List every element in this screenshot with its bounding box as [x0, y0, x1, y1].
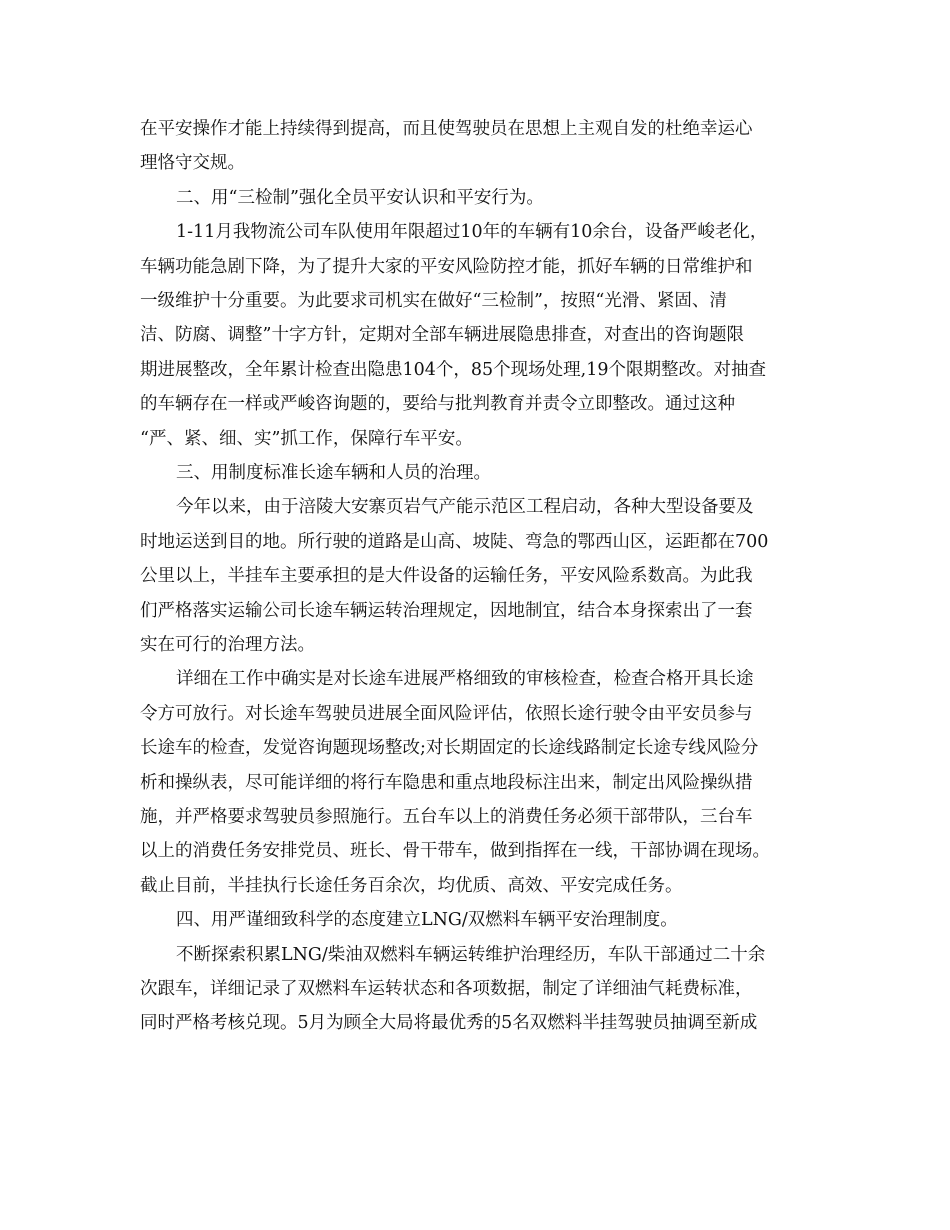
text-line: 截止目前，半挂执行长途任务百余次，均优质、高效、平安完成任务。 — [140, 875, 683, 896]
text-line: 今年以来，由于涪陵大安寨页岩气产能示范区工程启动，各种大型设备要及 — [176, 497, 754, 518]
text-line: 以上的消费任务安排党员、班长、骨干带车，做到指挥在一线，干部协调在现场。 — [140, 841, 770, 862]
paragraph — [140, 662, 812, 903]
text-line: 理恪守交规。 — [140, 153, 245, 174]
text-line: 详细在工作中确实是对长途车进展严格细致的审核检查，检查合格开具长途 — [176, 669, 754, 690]
text-line: 在平安操作才能上持续得到提高，而且使驾驶员在思想上主观自发的杜绝幸运心 — [140, 119, 753, 139]
text-line: 的车辆存在一样或严峻咨询题的，要给与批判教育并责令立即整改。通过这种 — [140, 394, 735, 415]
text-line: “严、紧、细、实”抓工作，保障行车平安。 — [140, 428, 473, 449]
text-line: 不断探索积累LNG/柴油双燃料车辆运转维护治理经历，车队干部通过二十余 — [176, 944, 766, 965]
text-line: 期进展整改，全年累计检查出隐患104个，85个现场处理,19个限期整改。对抽查 — [140, 359, 766, 380]
text-line: 同时严格考核兑现。5月为顾全大局将最优秀的5名双燃料半挂驾驶员抽调至新成 — [140, 1013, 758, 1034]
text-line: 洁、防腐、调整”十字方针，定期对全部车辆进展隐患排查，对查出的咨询题限 — [140, 325, 744, 346]
text-line: 析和操纵表，尽可能详细的将行车隐患和重点地段标注出来，制定出风险操纵措 — [140, 772, 753, 793]
paragraph — [140, 215, 812, 456]
paragraph — [140, 903, 812, 937]
text-line: 四、用严谨细致科学的态度建立LNG/双燃料车辆平安治理制度。 — [176, 910, 678, 931]
text-line: 二、用“三检制”强化全员平安认识和平安行为。 — [176, 187, 544, 208]
paragraph — [140, 112, 812, 181]
text-line: 三、用制度标准长途车辆和人员的治理。 — [176, 463, 491, 483]
text-line: 长途车的检查，发觉咨询题现场整改;对长期固定的长途线路制定长途专线风险分 — [140, 738, 759, 759]
text-line: 车辆功能急剧下降，为了提升大家的平安风险防控才能，抓好车辆的日常维护和 — [140, 256, 753, 277]
paragraph — [140, 181, 812, 215]
text-line: 令方可放行。对长途车驾驶员进展全面风险评估，依照长途行驶令由平安员参与 — [140, 703, 753, 724]
text-line: 次跟车，详细记录了双燃料车运转状态和各项数据，制定了详细油气耗费标准， — [140, 978, 753, 999]
text-line: 实在可行的治理方法。 — [140, 634, 315, 655]
paragraph — [140, 490, 812, 662]
text-line: 一级维护十分重要。为此要求司机实在做好“三检制”，按照“光滑、紧固、清 — [140, 290, 727, 311]
paragraph — [140, 456, 812, 490]
text-line: 公里以上，半挂车主要承担的是大件设备的运输任务，平安风险系数高。为此我 — [140, 566, 753, 587]
text-line: 时地运送到目的地。所行驶的道路是山高、坡陡、弯急的鄂西山区，运距都在700 — [140, 531, 769, 552]
text-line: 们严格落实运输公司长途车辆运转治理规定，因地制宜，结合本身探索出了一套 — [140, 600, 753, 621]
paragraph — [140, 938, 812, 1041]
text-line: 1-11月我物流公司车队使用年限超过10年的车辆有10余台，设备严峻老化， — [176, 222, 768, 243]
text-line: 施，并严格要求驾驶员参照施行。五台车以上的消费任务必须干部带队，三台车 — [140, 806, 753, 827]
